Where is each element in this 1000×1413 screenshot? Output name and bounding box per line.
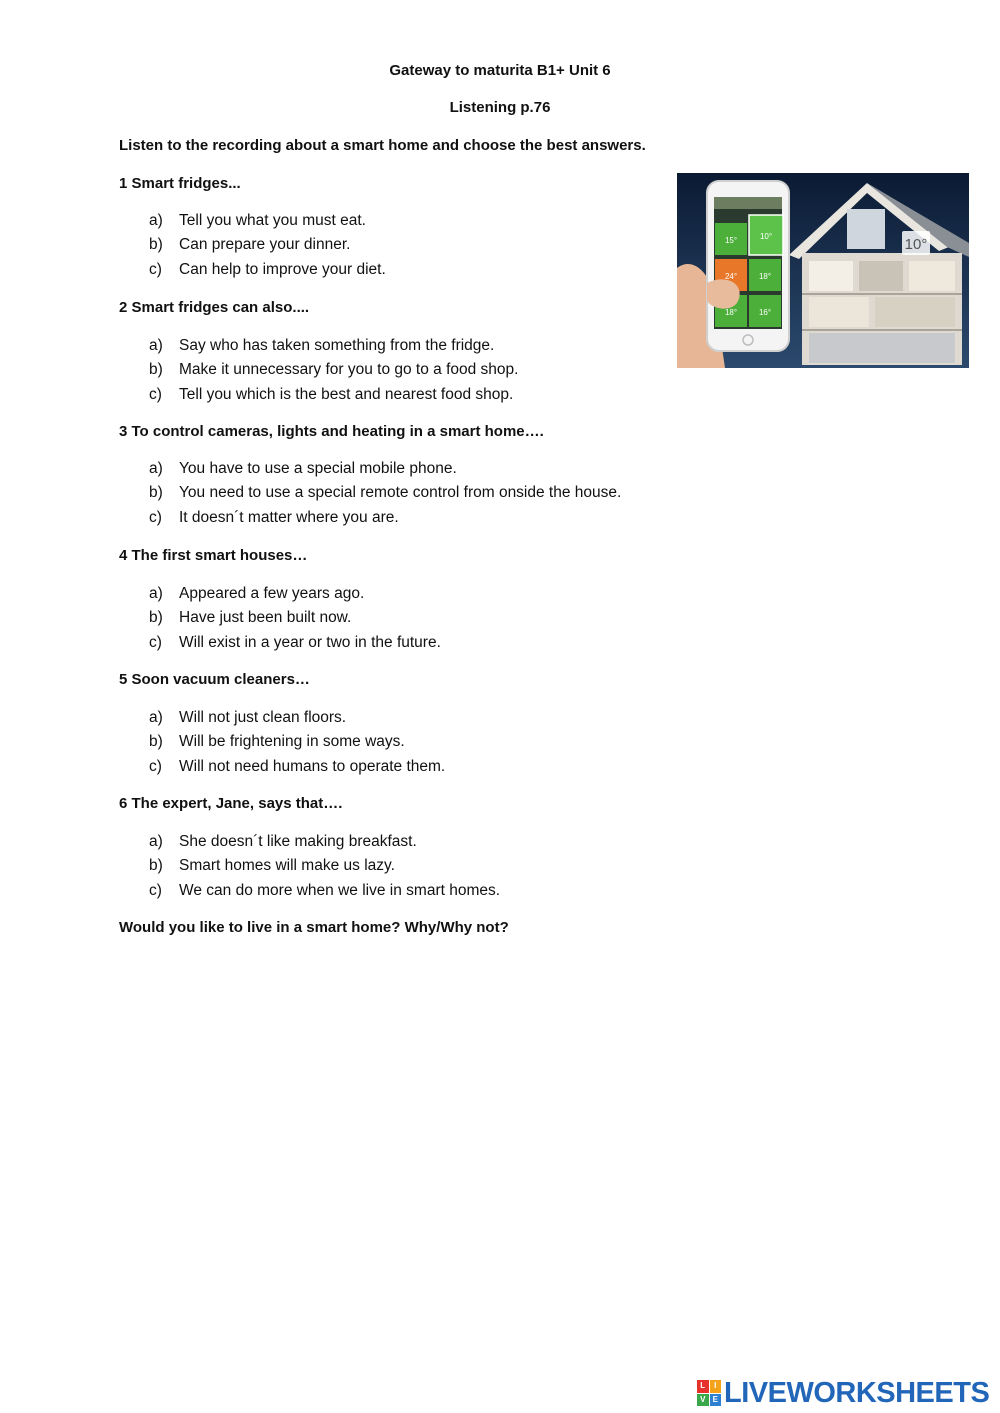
tile-label: 18°: [724, 308, 738, 317]
question-5-options: [149, 706, 445, 779]
option-text: Tell you what you must eat.: [179, 212, 366, 229]
option-letter: c): [149, 633, 162, 651]
discussion-question: Would you like to live in a smart home? Why/Why not?: [119, 919, 509, 936]
tile-label: 18°: [758, 272, 772, 281]
option-text: Will be frightening in some ways.: [179, 733, 405, 751]
option-text: Appeared a few years ago.: [179, 585, 365, 602]
option-letter: a): [149, 585, 163, 602]
question-3: 3 To control cameras, lights and heating in a smart home….: [119, 423, 544, 440]
question-4: 4 The first smart houses…: [119, 547, 308, 564]
option-6a[interactable]: [149, 830, 500, 854]
option-1c[interactable]: [149, 258, 386, 282]
option-5a[interactable]: [149, 706, 445, 730]
option-letter: a): [149, 709, 163, 726]
option-letter: a): [149, 833, 163, 850]
worksheet-subtitle: Listening p.76: [449, 99, 551, 116]
option-1a[interactable]: [149, 209, 386, 233]
option-letter: b): [149, 609, 163, 627]
smartphone-icon: [707, 181, 789, 351]
option-text: Will not just clean floors.: [179, 709, 347, 726]
option-text: Can prepare your dinner.: [179, 236, 351, 254]
option-6c[interactable]: [149, 879, 500, 903]
option-text: She doesn´t like making breakfast.: [179, 833, 417, 850]
option-letter: a): [149, 460, 163, 477]
question-4-options: [149, 582, 441, 655]
smart-home-illustration: [677, 173, 969, 368]
option-letter: b): [149, 857, 163, 875]
instructions: Listen to the recording about a smart home and choose the best answers.: [119, 137, 646, 154]
liveworksheets-logo[interactable]: [697, 1377, 989, 1409]
option-2a[interactable]: [149, 334, 518, 358]
question-5: 5 Soon vacuum cleaners…: [119, 671, 310, 688]
option-letter: c): [149, 508, 162, 526]
option-text: Have just been built now.: [179, 609, 352, 627]
question-3-options: [149, 457, 621, 530]
tile-label: 16°: [758, 308, 772, 317]
option-letter: b): [149, 733, 163, 751]
option-letter: c): [149, 385, 162, 403]
option-letter: c): [149, 260, 162, 278]
option-letter: c): [149, 757, 162, 775]
option-text: Make it unnecessary for you to go to a food shop.: [179, 361, 519, 379]
option-3c[interactable]: [149, 506, 621, 530]
question-2-options: [149, 334, 518, 407]
tile-label: 15°: [724, 236, 738, 245]
brand-letter: I: [710, 1380, 722, 1393]
option-text: Will not need humans to operate them.: [179, 757, 446, 775]
option-4b[interactable]: [149, 606, 441, 630]
house-temperature: 10°: [904, 236, 928, 253]
option-letter: a): [149, 337, 163, 354]
option-letter: b): [149, 484, 163, 502]
option-text: Say who has taken something from the fridge.: [179, 337, 495, 354]
option-text: We can do more when we live in smart homes.: [179, 881, 501, 899]
option-5b[interactable]: [149, 730, 445, 754]
option-text: Can help to improve your diet.: [179, 260, 386, 278]
brand-letter: L: [697, 1380, 709, 1393]
option-letter: b): [149, 361, 163, 379]
option-2b[interactable]: [149, 358, 518, 382]
option-text: You have to use a special mobile phone.: [179, 460, 457, 477]
brand-mark-icon: [697, 1380, 721, 1406]
brand-letter: E: [710, 1394, 722, 1407]
option-text: Smart homes will make us lazy.: [179, 857, 395, 875]
thumb: [707, 279, 740, 308]
option-1b[interactable]: [149, 233, 386, 257]
tile-label: 24°: [724, 272, 738, 281]
option-text: It doesn´t matter where you are.: [179, 508, 399, 526]
option-letter: a): [149, 212, 163, 229]
option-text: Will exist in a year or two in the future.: [179, 633, 441, 651]
option-letter: b): [149, 236, 163, 254]
option-5c[interactable]: [149, 755, 445, 779]
option-4a[interactable]: [149, 582, 441, 606]
worksheet-title: Gateway to maturita B1+ Unit 6: [389, 62, 611, 79]
option-2c[interactable]: [149, 383, 518, 407]
question-1: 1 Smart fridges...: [119, 175, 241, 192]
brand-name: LIVEWORKSHEETS: [724, 1376, 990, 1409]
option-text: Tell you which is the best and nearest food shop.: [179, 385, 514, 403]
option-text: You need to use a special remote control from onside the house.: [179, 484, 622, 502]
tile-label: 10°: [759, 232, 773, 241]
option-letter: c): [149, 881, 162, 899]
question-1-options: [149, 209, 386, 282]
brand-letter: V: [697, 1394, 709, 1407]
option-3a[interactable]: [149, 457, 621, 481]
question-6-options: [149, 830, 500, 903]
option-6b[interactable]: [149, 854, 500, 878]
option-3b[interactable]: [149, 481, 621, 505]
option-4c[interactable]: [149, 631, 441, 655]
question-6: 6 The expert, Jane, says that….: [119, 795, 343, 812]
question-2: 2 Smart fridges can also....: [119, 299, 310, 316]
